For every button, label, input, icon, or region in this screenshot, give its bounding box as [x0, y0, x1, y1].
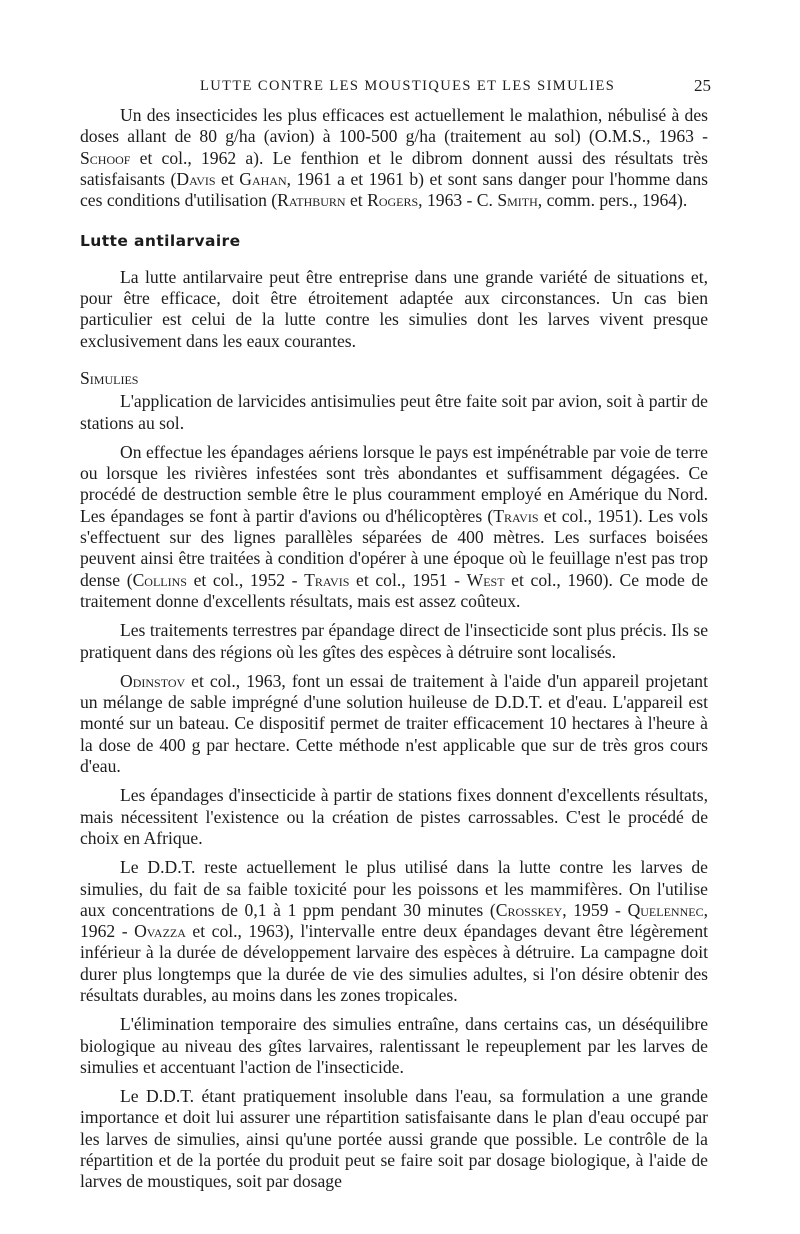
text-run: On effectue les épandages aériens lorsque le pays est impénétrable par voie de terre ou lorsque les rivières infestées sont très abondantes et suffisamment dégagées. Ce procédé de destruction semble être le plus couramment employé en Amérique du Nord. Les épandages se font à partir d'avions ou d'hélicoptères ( — [80, 441, 708, 526]
subheading-simulies: Simulies — [80, 367, 139, 388]
author-name: Davis — [176, 168, 216, 189]
paragraph-aerial — [80, 442, 708, 612]
paragraph-odinstov — [80, 671, 708, 777]
text-run: et col., 1960). Ce mode de traitement donne d'excellents résultats, mais est assez coûteux. — [80, 569, 709, 611]
text-run: et col., 1963), l'intervalle entre deux épandages devant être légèrement inférieur à la durée de développement larvaire des espèces à détruire. La campagne doit durer plus longtemps que la durée de vie des simulies adultes, si l'on désire obtenir des résultats durables, au moins dans les zones tropicales. — [80, 921, 709, 1005]
author-name: Schoof — [80, 147, 131, 168]
author-name: Rathburn — [277, 190, 346, 211]
author-name: Collins — [132, 569, 187, 590]
author-name: Quelennec — [627, 899, 704, 920]
text-run: , 1961 a et 1961 b) et sont sans danger pour l'homme dans ces conditions d'utilisation ( — [80, 168, 708, 211]
text-run: et col., 1952 - — [186, 569, 305, 590]
author-name: Smith — [497, 190, 538, 211]
author-name: Crosskey — [495, 899, 563, 920]
text-run: , comm. pers., 1964). — [537, 190, 688, 211]
text-run: , 1962 - — [80, 899, 708, 942]
author-name: Travis — [304, 569, 350, 590]
author-name: Gahan — [239, 168, 287, 189]
author-name: Ovazza — [134, 921, 186, 942]
paragraph-ddt-formulation: Le D.D.T. étant pratiquement insoluble dans l'eau, sa formulation a une grande importance et doit lui assurer une répartition satisfaisante dans le plan d'eau occupé par les larves de simulies, ainsi qu'une portée aussi grande que possible. Le contrôle de la répartition et de la portée du produit peut se faire soit par dosage biologique, à l'aide de larves de moustiques, soit par dosage — [80, 1086, 708, 1192]
page-number: 25 — [694, 76, 711, 95]
author-name: Odinstov — [120, 670, 186, 691]
text-run: et — [215, 168, 240, 189]
paragraph-terrestrial: Les traitements terrestres par épandage direct de l'insecticide sont plus précis. Ils se pratiquent dans des régions où les gîtes des espèces à détruire sont localisés. — [80, 620, 708, 662]
text-run: Un des insecticides les plus efficaces est actuellement le malathion, nébulisé à des doses allant de 80 g/ha (avion) à 100-500 g/ha (traitement au sol) (O.M.S., 1963 - — [80, 105, 708, 147]
author-name: Travis — [493, 505, 539, 526]
text-run: , 1963 - C. — [418, 190, 498, 211]
paragraph-ddt-usage — [80, 857, 708, 1006]
text-run: , 1959 - — [562, 899, 628, 920]
paragraph-intro-antilarvaire: La lutte antilarvaire peut être entreprise dans une grande variété de situations et, pour être efficace, doit être étroitement adaptée aux circonstances. Un cas bien particulier est celui de la lutte contre les simulies dont les larves vivent presque exclusivement dans les eaux courantes. — [80, 266, 708, 351]
text-run: et col., 1962 a). Le fenthion et le dibrom donnent aussi des résultats très satisfaisants ( — [80, 147, 708, 189]
body-text — [80, 105, 708, 1201]
section-heading: Lutte antilarvaire — [80, 232, 241, 251]
text-run: et col., 1951 - — [349, 569, 467, 590]
text-run: et col., 1951). Les vols s'effectuent sur des lignes parallèles séparées de 400 mètres. Les surfaces boisées peuvent ainsi être traitées à condition d'opérer à une époque où le feuillage n'est pas trop dense ( — [80, 505, 709, 590]
paragraph-fixed-stations: Les épandages d'insecticide à partir de stations fixes donnent d'excellents résultats, mais nécessitent l'existence ou la création de pistes carrossables. C'est le procédé de choix en Afrique. — [80, 785, 708, 848]
paragraph-application: L'application de larvicides antisimulies peut être faite soit par avion, soit à partir de stations au sol. — [80, 391, 708, 433]
text-run: Le D.D.T. reste actuellement le plus utilisé dans la lutte contre les larves de simulies, du fait de sa faible toxicité pour les poissons et les mammifères. On l'utilise aux concentrations de 0,1 à 1 ppm pendant 30 minutes ( — [80, 857, 708, 920]
author-name: Rogers — [367, 190, 419, 211]
running-header — [0, 72, 800, 102]
paragraph-elimination: L'élimination temporaire des simulies entraîne, dans certains cas, un déséquilibre biologique au niveau des gîtes larvaires, ralentissant le repeuplement par les larves de simulies et accentuant l'action de l'insecticide. — [80, 1014, 708, 1077]
paragraph-malathion — [80, 105, 708, 211]
text-run: et col., 1963, font un essai de traitement à l'aide d'un appareil projetant un mélange de sable imprégné d'une solution huileuse de D.D.T. et d'eau. L'appareil est monté sur un bateau. Ce dispositif permet de traiter efficacement 10 hectares à l'heure à la dose de 400 g par hectare. Cette méthode n'est applicable que sur de très gros cours d'eau. — [80, 670, 708, 777]
running-title: LUTTE CONTRE LES MOUSTIQUES ET LES SIMULIES — [200, 78, 616, 94]
author-name: West — [466, 569, 505, 590]
text-run: et — [345, 190, 368, 211]
